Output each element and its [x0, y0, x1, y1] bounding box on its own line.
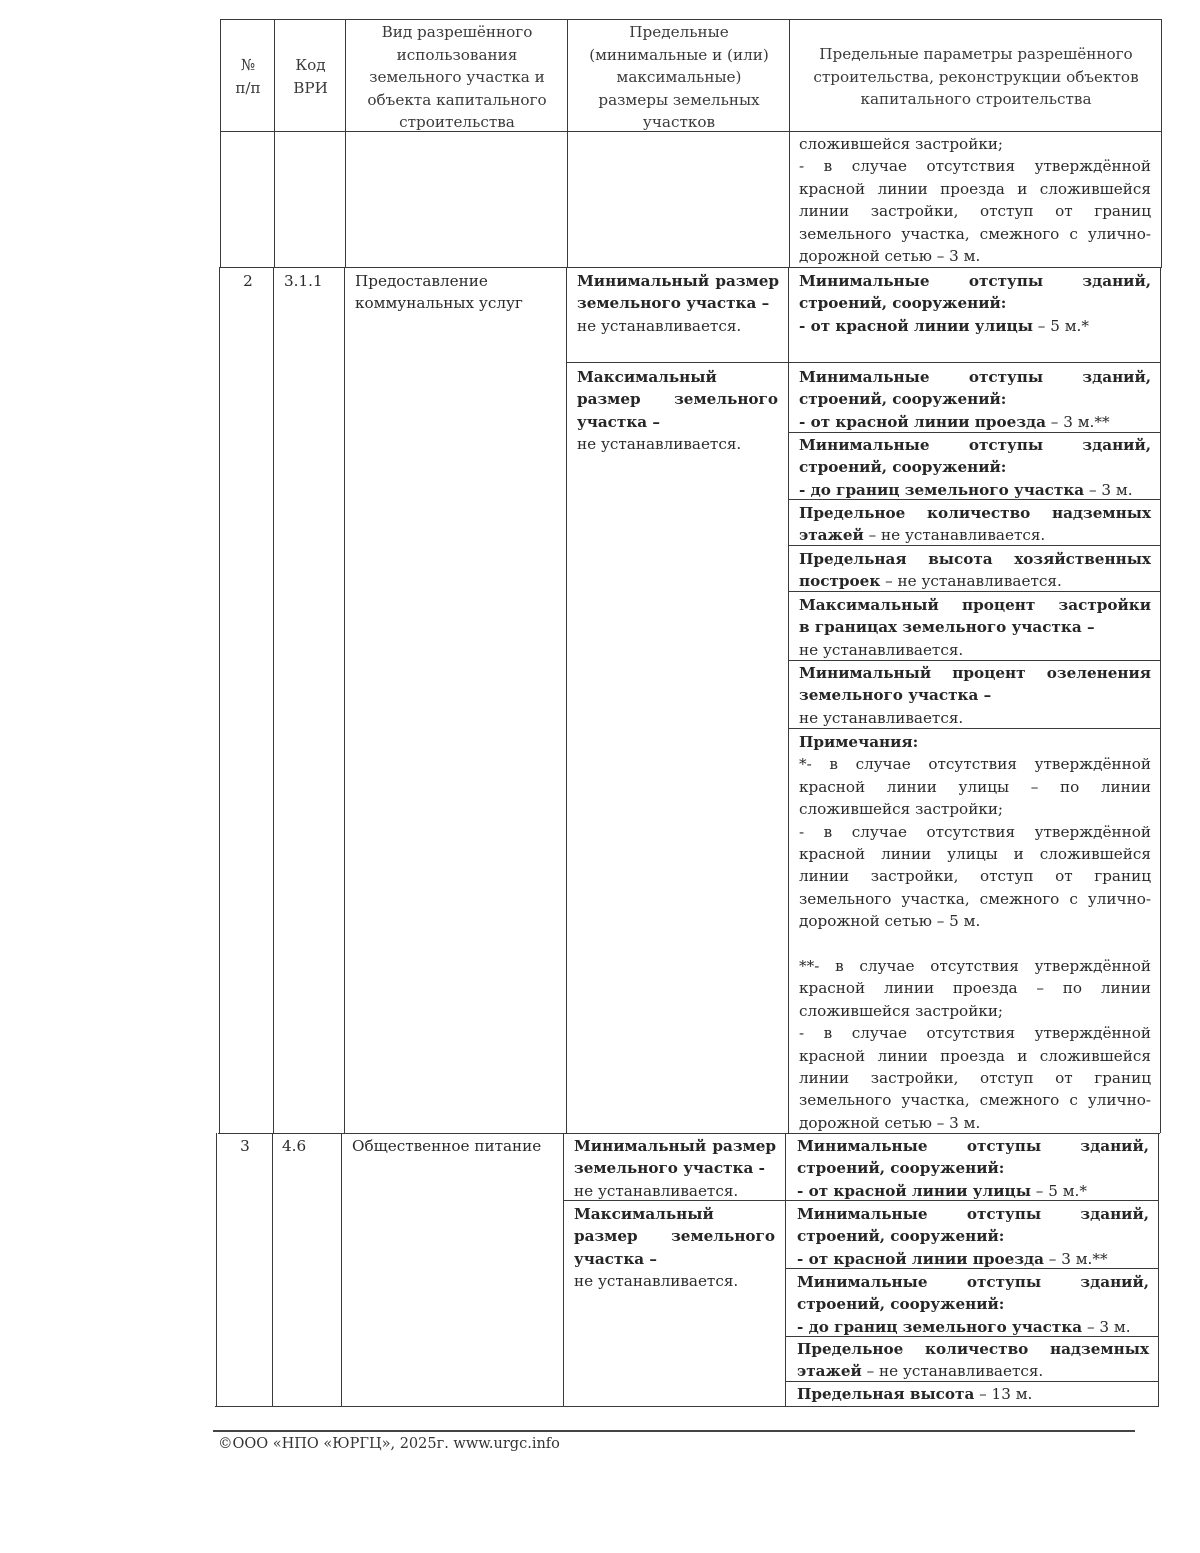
column-divider	[273, 267, 274, 1133]
row-code: 3.1.1	[284, 272, 323, 290]
footer-rule	[213, 1430, 1135, 1432]
min-greening-percent: Минимальный процент озеленения земельного участка – не устанавливается.	[799, 664, 1151, 727]
min-plot-size: Минимальный размер земельного участка – не устанавливается.	[577, 272, 779, 335]
max-floors: Предельное количество надземных этажей – не устанавливается.	[799, 504, 1151, 545]
column-divider	[344, 267, 345, 1133]
setback-driveway-line: Минимальные отступы зданий, строений, сооружений: - от красной линии проезда – 3 м.**	[797, 1205, 1149, 1268]
row-use-type: Предоставление коммунальных услуг	[355, 272, 523, 313]
max-plot-size: Максимальный размер земельного участка – не устанавливается.	[577, 368, 778, 454]
column-divider	[563, 1133, 564, 1407]
cell-divider	[566, 362, 1160, 363]
table-border-bottom	[215, 1406, 1159, 1407]
row-use-type: Общественное питание	[352, 1137, 542, 1155]
header-col-construction-params: Предельные параметры разрешённого строительства, реконструкции объектов капитального строительства	[813, 45, 1139, 109]
continuation-text: сложившейся застройки; - в случае отсутствия утверждённой красной линии проезда и сложившейся линии застройки, отступ от границ земельного участка, смежного с улично- дорожной сетью – 3 м.	[799, 135, 1151, 266]
setback-street-line: Минимальные отступы зданий, строений, сооружений: - от красной линии улицы – 5 м.*	[799, 272, 1151, 335]
max-build-percent: Максимальный процент застройки в границах земельного участка – не устанавливается.	[799, 596, 1151, 659]
footer-copyright: ©ООО «НПО «ЮРГЦ», 2025г. www.urgc.info	[218, 1436, 560, 1452]
header-col-plot-size: Предельные (минимальные и (или) максимальные) размеры земельных участков	[589, 23, 769, 132]
row-code: 4.6	[282, 1137, 307, 1155]
column-divider	[341, 1133, 342, 1407]
row-number: 3	[240, 1137, 250, 1155]
min-plot-size: Минимальный размер земельного участка - не устанавливается.	[574, 1137, 776, 1200]
table-border-left	[219, 267, 220, 1133]
setback-plot-border: Минимальные отступы зданий, строений, сооружений: - до границ земельного участка – 3 м.	[797, 1273, 1149, 1336]
outbuilding-height: Предельная высота хозяйственных построек – не устанавливается.	[799, 550, 1151, 591]
max-floors: Предельное количество надземных этажей – не устанавливается.	[797, 1340, 1149, 1381]
header-col-use-type: Вид разрешённого использования земельного участка и объекта капитального строительства	[367, 23, 547, 132]
column-divider	[785, 1133, 786, 1407]
row-number: 2	[243, 272, 253, 290]
table-border-right	[1161, 19, 1162, 267]
column-divider	[566, 267, 567, 1133]
column-divider	[788, 267, 789, 1133]
table-border-left	[216, 1133, 217, 1407]
header-col-number: № п/п	[235, 56, 261, 97]
header-col-code: Код ВРИ	[293, 56, 328, 97]
max-plot-size: Максимальный размер земельного участка – не устанавливается.	[574, 1205, 775, 1291]
column-divider	[272, 1133, 273, 1407]
max-height: Предельная высота – 13 м.	[797, 1385, 1033, 1403]
notes: Примечания: *- в случае отсутствия утверждённой красной линии улицы – по линии сложившейся застройки; - в случае отсутствия утверждённой красной линии улицы и сложившейся линии застройки, отступ от границ земельного участка, смежного с улично- дорожной сетью – 5 м. **- в случае отсутствия утверждённой красной линии проезда – по линии сложившейся застройки; - в случае отсутствия утверждённой красной линии проезда и сложившейся линии застройки, отступ от границ земельного участка, смежного с улично- дорожной сетью – 3 м.	[799, 733, 1151, 1132]
setback-street-line: Минимальные отступы зданий, строений, сооружений: - от красной линии улицы – 5 м.*	[797, 1137, 1149, 1200]
setback-driveway-line: Минимальные отступы зданий, строений, сооружений: - от красной линии проезда – 3 м.**	[799, 368, 1151, 431]
table-border-right	[1158, 1133, 1159, 1407]
table-border-right	[1160, 267, 1161, 1133]
setback-plot-border: Минимальные отступы зданий, строений, сооружений: - до границ земельного участка – 3 м.	[799, 436, 1151, 499]
